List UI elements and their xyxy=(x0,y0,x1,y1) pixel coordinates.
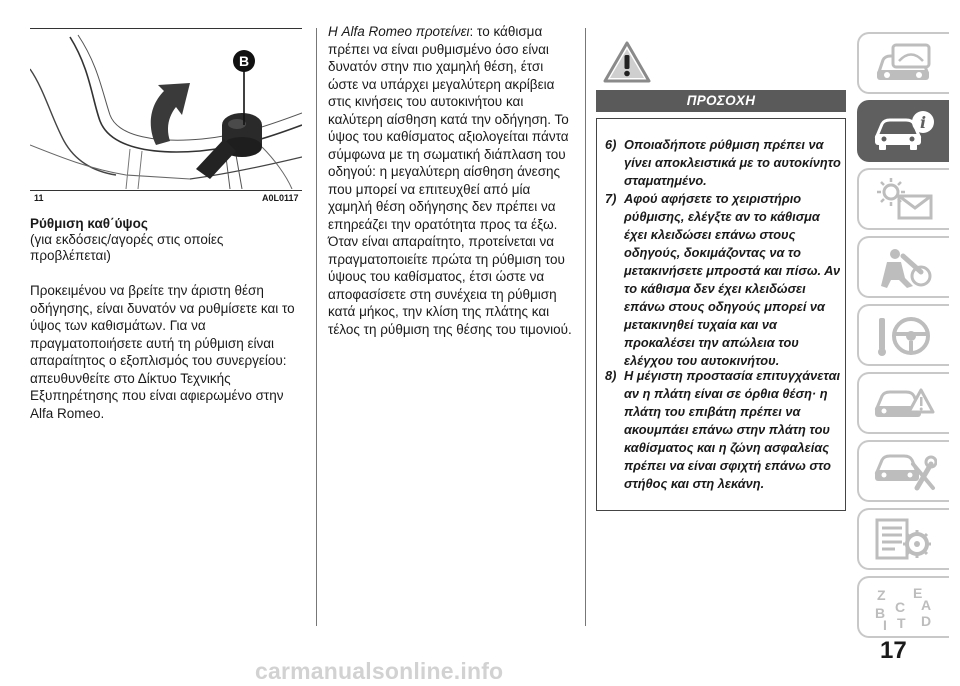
info-glyph: i xyxy=(919,113,927,132)
index-letter: B xyxy=(875,605,886,621)
page-number: 17 xyxy=(880,637,907,664)
warning-item-text: Οποιαδήποτε ρύθμιση πρέπει να γίνει αποκλειστικά με το αυτοκίνητο σταματημένο. xyxy=(624,137,841,188)
car-emergency-icon xyxy=(873,382,937,426)
index-letter: Z xyxy=(877,587,886,603)
alphabetical-index-icon xyxy=(873,586,937,630)
section-note: (για εκδόσεις/αγορές στις οποίες προβλέπεται) xyxy=(30,232,224,263)
airbag-safety-icon xyxy=(873,246,937,290)
warning-triangle-icon xyxy=(603,40,651,89)
steering-wheel-icon xyxy=(873,314,937,358)
warning-item xyxy=(605,136,843,190)
warning-item-number: 6) xyxy=(605,137,617,152)
warning-item-number: 7) xyxy=(605,191,617,206)
section-heading: Ρύθμιση καθ΄ύψος xyxy=(30,216,148,231)
nav-tab-index[interactable] xyxy=(857,576,949,638)
index-letter: D xyxy=(921,613,932,629)
watermark: carmanualsonline.info xyxy=(255,658,504,684)
warning-item xyxy=(605,190,843,370)
figure-code: A0L0117 xyxy=(262,193,299,203)
index-letter: T xyxy=(897,615,906,630)
nav-tab-safety[interactable] xyxy=(857,236,949,298)
nav-tab-info[interactable] xyxy=(857,100,949,162)
figure-number: 11 xyxy=(34,193,44,203)
nav-tab-dashboard[interactable] xyxy=(857,32,949,94)
figure-caption-rule xyxy=(30,190,302,191)
warning-item-text: Αφού αφήσετε το χειριστήριο ρύθμισης, ελέγξτε αν το κάθισμα έχει κλειδώσει επάνω στους οδηγούς, δοκιμάζοντας να το μετακινήσετε μπροστά και πίσω. Αν το κάθισμα δεν έχει κλειδώσει επάνω στους οδηγούς μπορεί να μετακινηθεί τυχαία και να προκαλέσει την απώλεια του ελέγχου του αυτοκινήτου. xyxy=(624,191,841,368)
index-letter: C xyxy=(895,599,906,615)
index-letter: E xyxy=(913,586,923,601)
column-divider xyxy=(316,28,317,626)
index-letter: A xyxy=(921,597,932,613)
warning-item-text: Η μέγιστη προστασία επιτυγχάνεται αν η πλάτη είναι σε όρθια θέση· η πλάτη του επιβάτη πρέπει να ακουμπάει επάνω στην πλάτη του καθίσματος και η ζώνη ασφαλείας πρέπει να είναι σφιχτή επάνω στο στήθος και στη λεκάνη. xyxy=(624,368,841,491)
nav-tab-maintenance[interactable] xyxy=(857,440,949,502)
nav-tab-emergency[interactable] xyxy=(857,372,949,434)
car-info-icon xyxy=(873,110,937,154)
callout-b-label: B xyxy=(238,53,250,69)
tools-maintenance-icon xyxy=(873,450,937,494)
warning-lights-icon xyxy=(873,178,937,222)
nav-tab-technical-data[interactable] xyxy=(857,508,949,570)
body-text-left: Προκειμένου να βρείτε την άριστη θέση οδήγησης, είναι δυνατόν να ρυθμίσετε και το ύψος των καθισμάτων. Για να πραγματοποιήσετε αυτή τη ρύθμιση είναι απαραίτητος ο εξοπλισμός του συνεργείου: απευθυνθείτε στο Δίκτυο Τεχνικής Εξυπηρέτησης που είναι αφιερωμένο στην Alfa Romeo. xyxy=(30,283,295,421)
seat-height-figure xyxy=(30,28,302,189)
technical-data-icon xyxy=(873,518,937,562)
recommendation-lead: Η Alfa Romeo προτείνει xyxy=(328,24,470,39)
nav-tab-driving[interactable] xyxy=(857,304,949,366)
index-letter: I xyxy=(883,617,887,630)
warning-header: ΠΡΟΣΟΧΗ xyxy=(596,90,846,112)
body-text-middle xyxy=(328,23,576,338)
recommendation-text: : το κάθισμα πρέπει να είναι ρυθμισμένο όσο είναι δυνατόν στην πιο χαμηλή θέση, έτσι ώστε να υπάρχει μεγαλύτερη ακρίβεια στις κινήσεις του αυτοκινήτου και καλύτερη αίσθηση κατά την οδήγηση. Το ύψος του καθίσματος αξιολογείται πάντα σύμφωνα με τη σωματική διάπλαση του οδηγού: η μεγαλύτερη αίσθηση άνεσης που μπορεί να επιτευχθεί από μία χαμηλή θέση οδήγησης δεν πρέπει να επηρεάζει την ορατότητα προς τα έξω. Όταν είναι απαραίτητο, προτείνεται να πραγματοποιείτε πρώτα τη ρύθμιση του ύψους του καθίσματος, έτσι ώστε να αποφασίσετε στη συνέχεια τη ρύθμιση κατά μήκος, την κλίση της πλάτης και τέλος τη ρύθμιση της θέσης του τιμονιού. xyxy=(328,24,572,337)
warning-item xyxy=(605,367,843,493)
nav-tab-warning-lights[interactable] xyxy=(857,168,949,230)
warning-item-number: 8) xyxy=(605,368,617,383)
car-dashboard-icon xyxy=(873,42,937,86)
column-divider xyxy=(585,28,586,626)
seat-height-lever-illustration xyxy=(30,29,302,189)
